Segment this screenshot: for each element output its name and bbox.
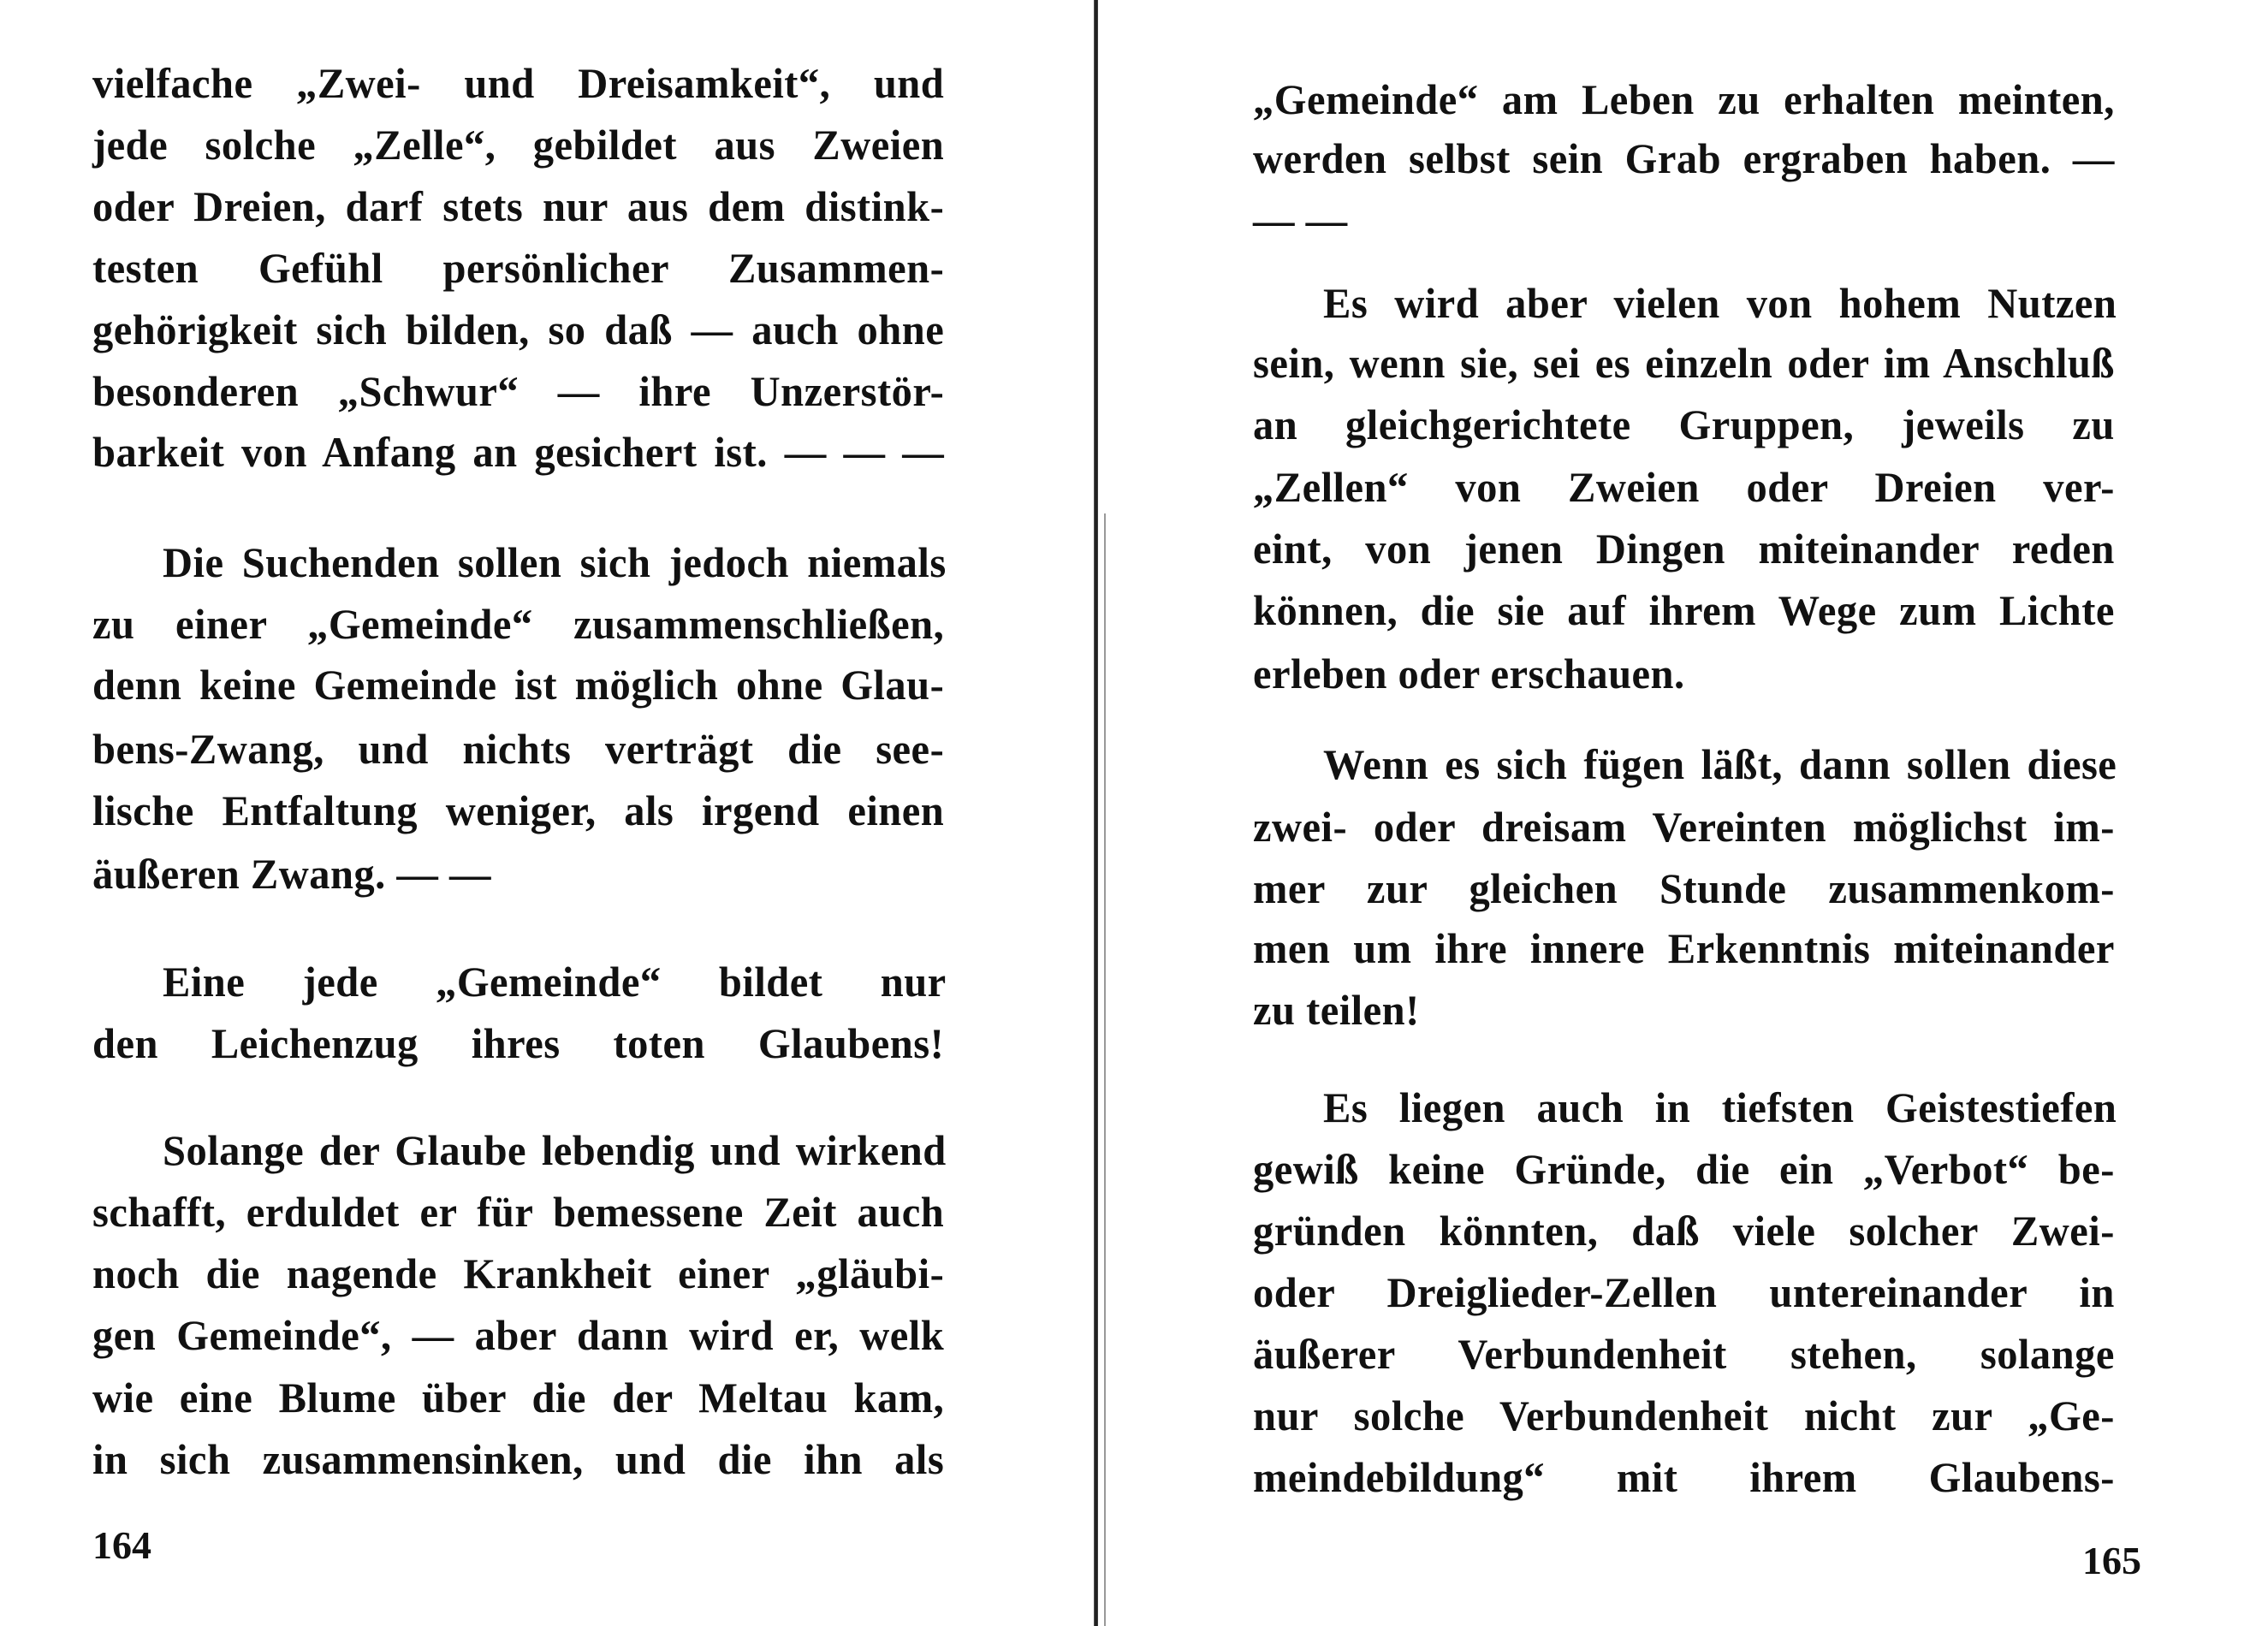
text-line: denn keine Gemeinde ist möglich ohne Glau- [92, 661, 945, 709]
text-line: lische Entfaltung weniger, als irgend einen [92, 786, 945, 834]
text-line: gründen könnten, daß viele solcher Zwei- [1253, 1207, 2115, 1255]
text-line: gewiß keine Gründe, die ein „Verbot“ be- [1253, 1145, 2115, 1193]
text-line: mer zur gleichen Stunde zusammenkom- [1253, 864, 2115, 912]
text-line: erleben oder erschauen. [1253, 650, 1685, 697]
text-line: Wenn es sich fügen läßt, dann sollen diese [1323, 740, 2117, 788]
text-line: Es wird aber vielen von hohem Nutzen [1323, 279, 2117, 327]
text-line: „Zellen“ von Zweien oder Dreien ver- [1253, 463, 2115, 511]
text-line: können, die sie auf ihrem Wege zum Lichte [1253, 586, 2115, 634]
text-line: Die Suchenden sollen sich jedoch niemals [163, 538, 947, 586]
text-line: zwei- oder dreisam Vereinten möglichst im- [1253, 803, 2115, 851]
text-line: den Leichenzug ihres toten Glaubens! [92, 1019, 945, 1067]
text-line: gen Gemeinde“, — aber dann wird er, welk [92, 1311, 945, 1359]
text-line: Es liegen auch in tiefsten Geistestiefen [1323, 1083, 2117, 1131]
text-line: barkeit von Anfang an gesichert ist. — — — [92, 428, 945, 476]
text-line: besonderen „Schwur“ — ihre Unzerstör- [92, 367, 945, 415]
text-line: „Gemeinde“ am Leben zu erhalten meinten, [1253, 75, 2115, 123]
text-line: meindebildung“ mit ihrem Glaubens- [1253, 1453, 2115, 1501]
page-number: 164 [92, 1523, 151, 1567]
left-page [92, 0, 971, 1626]
text-line: men um ihre innere Erkenntnis miteinander [1253, 924, 2115, 972]
gutter-shadow [1104, 513, 1106, 1626]
text-line: oder Dreiglieder-Zellen untereinander in [1253, 1268, 2115, 1316]
text-line: nur solche Verbundenheit nicht zur „Ge- [1253, 1392, 2115, 1439]
text-line: werden selbst sein Grab ergraben haben. — [1253, 134, 2115, 182]
text-line: vielfache „Zwei- und Dreisamkeit“, und [92, 59, 945, 107]
text-line: noch die nagende Krankheit einer „gläubi- [92, 1249, 945, 1297]
text-line: sein, wenn sie, sei es einzeln oder im Anschluß [1253, 339, 2115, 387]
text-line: — — [1253, 196, 1348, 244]
text-line: gehörigkeit sich bilden, so daß — auch ohne [92, 306, 945, 353]
text-line: zu teilen! [1253, 986, 1420, 1034]
text-line: in sich zusammensinken, und die ihn als [92, 1435, 945, 1483]
text-line: äußerer Verbundenheit stehen, solange [1253, 1330, 2115, 1378]
text-line: an gleichgerichtete Gruppen, jeweils zu [1253, 401, 2115, 448]
text-line: wie eine Blume über die der Meltau kam, [92, 1374, 945, 1421]
right-page [1253, 0, 2141, 1626]
text-line: testen Gefühl persönlicher Zusammen- [92, 244, 945, 292]
text-line: Eine jede „Gemeinde“ bildet nur [163, 958, 947, 1006]
text-line: schafft, erduldet er für bemessene Zeit auch [92, 1188, 945, 1236]
page-number: 165 [2082, 1539, 2141, 1582]
text-line: zu einer „Gemeinde“ zusammenschließen, [92, 600, 945, 648]
text-line: äußeren Zwang. — — [92, 850, 491, 898]
text-line: oder Dreien, darf stets nur aus dem distink- [92, 182, 945, 230]
text-line: bens-Zwang, und nichts verträgt die see- [92, 725, 945, 773]
text-line: eint, von jenen Dingen miteinander reden [1253, 525, 2115, 573]
text-line: Solange der Glaube lebendig und wirkend [163, 1126, 947, 1174]
text-line: jede solche „Zelle“, gebildet aus Zweien [92, 121, 945, 169]
book-spine-gutter [1094, 0, 1098, 1626]
